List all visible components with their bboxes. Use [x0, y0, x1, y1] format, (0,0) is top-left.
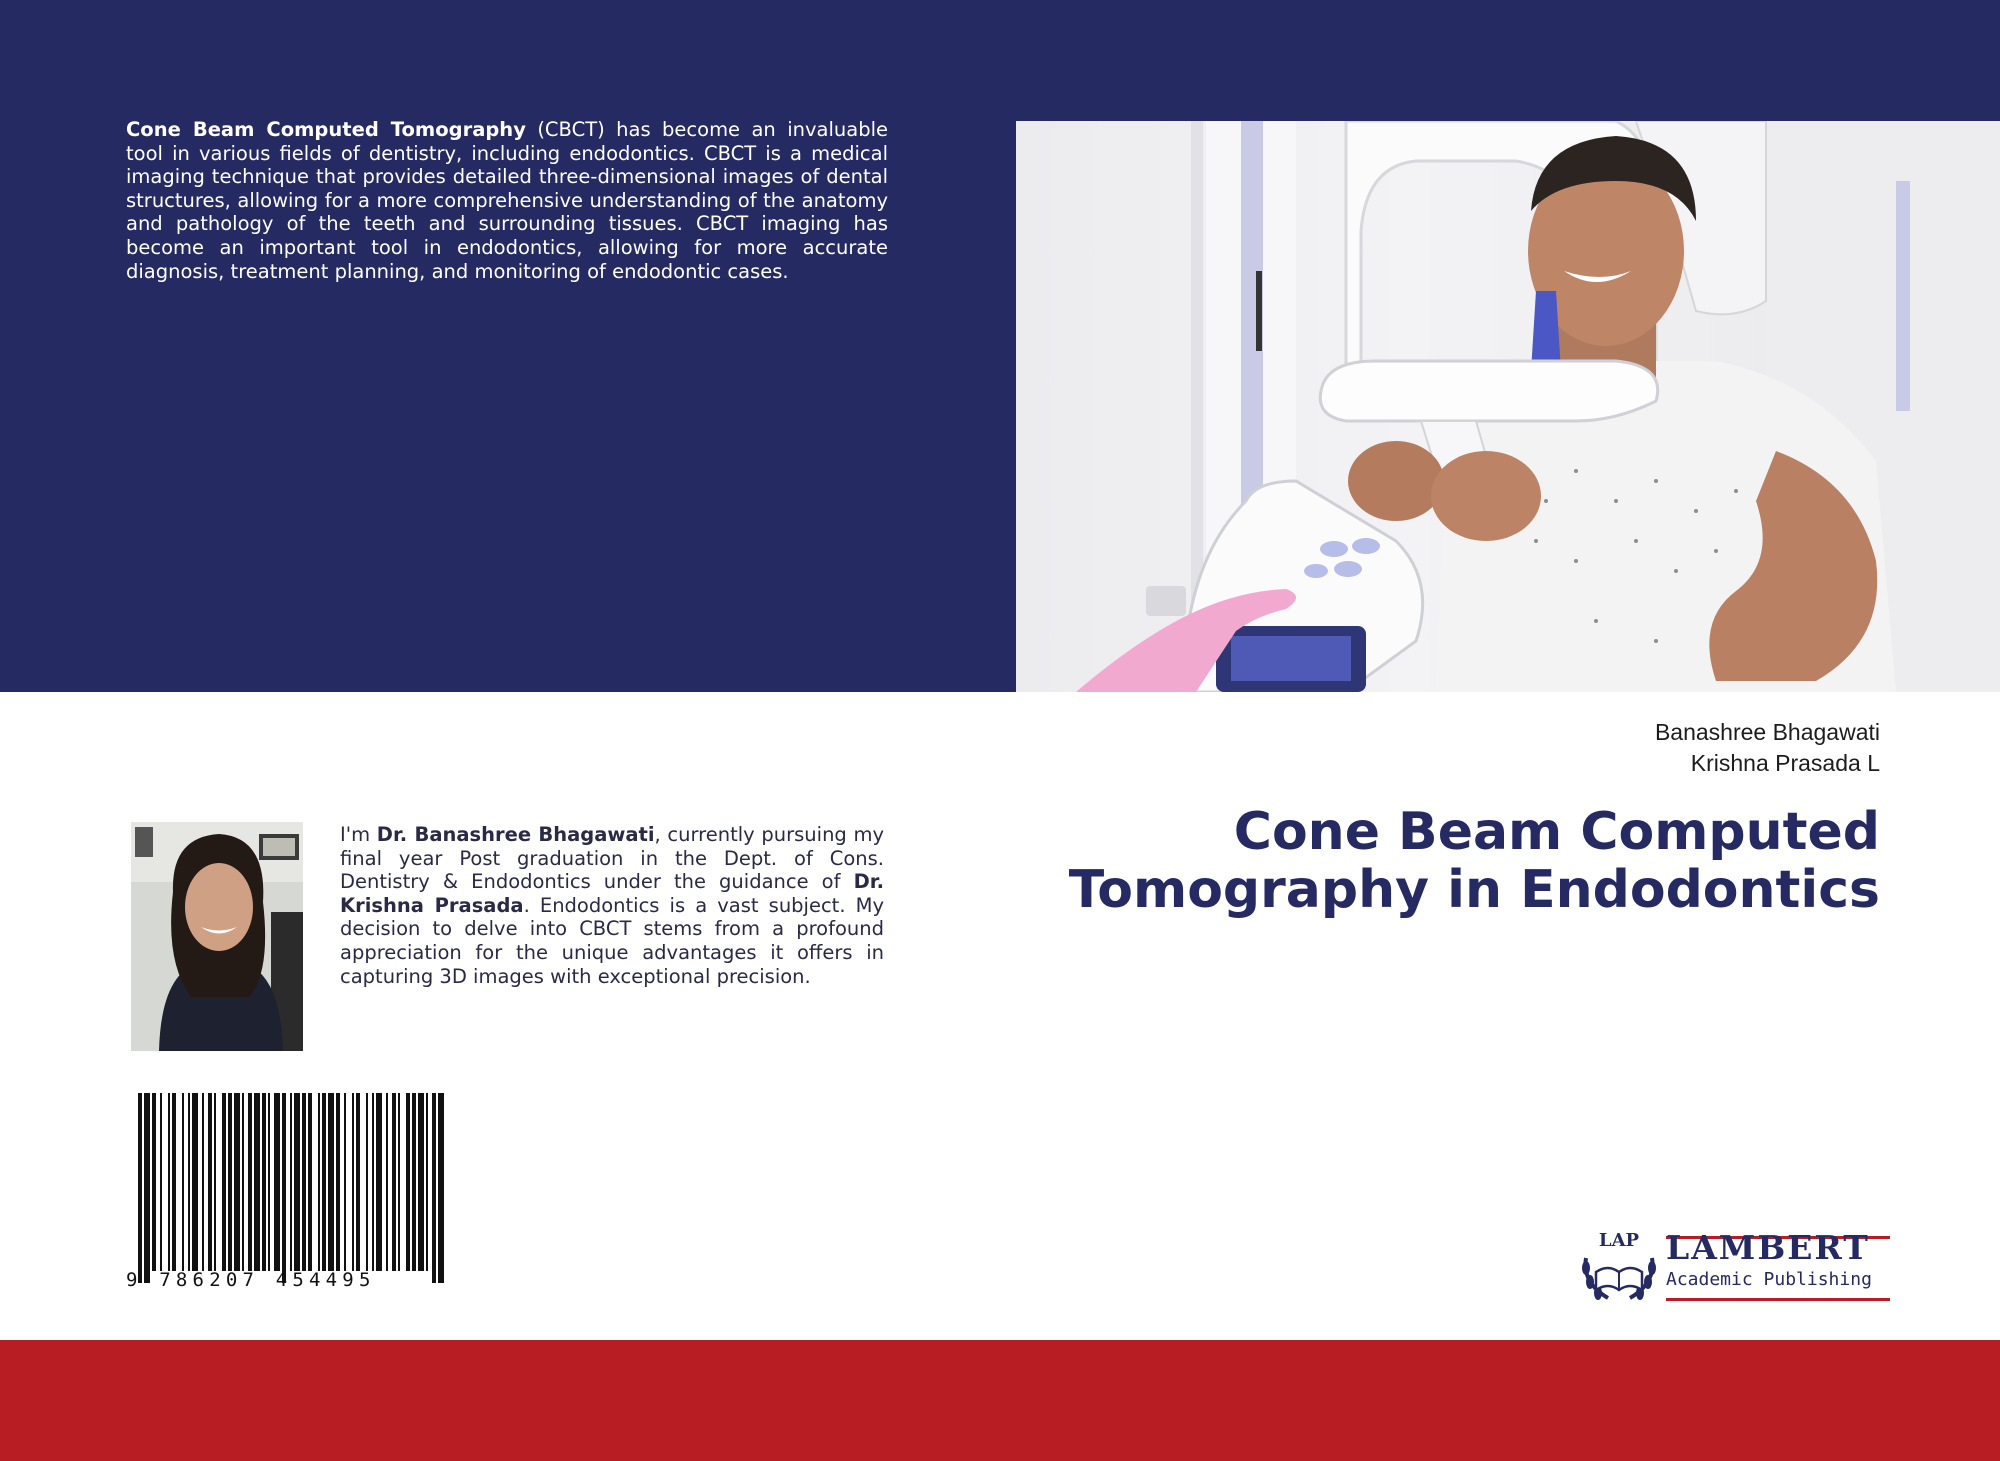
barcode-bar — [366, 1093, 368, 1271]
barcode-bar — [432, 1093, 436, 1283]
isbn-digits: 9 786207 454495 — [126, 1269, 376, 1291]
barcode-bar — [376, 1093, 382, 1271]
barcode-bar — [208, 1093, 212, 1271]
barcode-bar — [412, 1093, 416, 1271]
barcode-bar — [254, 1093, 260, 1271]
author-portrait — [131, 822, 303, 1051]
barcode-bar — [318, 1093, 320, 1271]
cover-photo-cbct-scanner — [1016, 121, 2000, 692]
barcode-bar — [188, 1093, 190, 1271]
blurb-lead: Cone Beam Computed Tomography — [126, 118, 526, 141]
barcode-bar — [202, 1093, 204, 1271]
author-portrait-illustration — [131, 822, 303, 1051]
barcode-bar — [172, 1093, 176, 1271]
bio-text: . Endodontics is a vast subject. My decision to delve into CBCT stems from a profound appreciation for the unique advantages it offers in capturing 3D images with exceptional precision. — [340, 893, 884, 988]
barcode-bar — [144, 1093, 150, 1283]
barcode-bar — [352, 1093, 354, 1271]
publisher-subtitle: Academic Publishing — [1666, 1269, 1872, 1290]
barcode-bar — [138, 1093, 142, 1283]
barcode-bar — [182, 1093, 184, 1271]
author-bio — [340, 823, 884, 988]
isbn-barcode — [126, 1093, 458, 1293]
barcode-bar — [418, 1093, 424, 1271]
title-line-1: Cone Beam Computed — [1233, 802, 1880, 862]
barcode-bar — [302, 1093, 306, 1271]
barcode-bar — [426, 1093, 428, 1271]
author-name: Banashree Bhagawati — [1654, 719, 1880, 745]
barcode-bar — [268, 1093, 270, 1271]
bio-text: , currently pursuing my final year Post graduation in the Dept. of Cons. Dentistry & Endodontics under the guidance of — [340, 823, 885, 894]
barcode-bar — [328, 1093, 334, 1271]
barcode-bar — [274, 1093, 280, 1271]
barcode-bar — [192, 1093, 198, 1271]
barcode-bar — [242, 1093, 244, 1271]
barcode-bar — [322, 1093, 326, 1271]
barcode-bar — [372, 1093, 374, 1271]
barcode-bar — [294, 1093, 300, 1271]
barcode-bar — [228, 1093, 232, 1271]
barcode-bar — [262, 1093, 266, 1271]
back-cover-blurb — [126, 118, 888, 283]
barcode-bar — [248, 1093, 252, 1271]
barcode-bar — [398, 1093, 400, 1271]
barcode-bar — [282, 1093, 286, 1283]
publisher-name: LAMBERT — [1666, 1228, 1870, 1267]
barcode-bar — [214, 1093, 216, 1271]
bio-author-name: Dr. Banashree Bhagawati — [376, 823, 655, 846]
barcode-bar — [336, 1093, 340, 1271]
cbct-scene-illustration — [1016, 121, 2000, 692]
barcode-bar — [290, 1093, 292, 1271]
red-bottom-band — [0, 1340, 2000, 1461]
barcode-bar — [356, 1093, 360, 1271]
barcode-bar — [308, 1093, 312, 1271]
blurb-text: (CBCT) has become an invaluable tool in various fields of dentistry, including endodontics. CBCT is a medical imaging technique that provides detailed three-dimensional images of dental structures, allowing for a more comprehensive understanding of the anatomy and pathology of the teeth and surrounding tissues. CBCT imaging has become an important tool in endodontics, allowing for more accurate diagnosis, treatment planning, and monitoring of endodontic cases. — [126, 118, 888, 283]
barcode-bar — [222, 1093, 226, 1271]
bio-text: I'm — [340, 823, 377, 846]
lap-mark: LAP — [1598, 1230, 1640, 1251]
barcode-bars — [126, 1093, 458, 1293]
barcode-bar — [168, 1093, 170, 1271]
barcode-bar — [392, 1093, 396, 1271]
barcode-bar — [344, 1093, 346, 1271]
barcode-bar — [152, 1093, 156, 1271]
barcode-bar — [438, 1093, 444, 1283]
barcode-bar — [386, 1093, 388, 1271]
title-line-2: Tomography in Endodontics — [1068, 860, 1880, 920]
barcode-bar — [234, 1093, 240, 1271]
author-list — [1655, 717, 1880, 779]
book-title — [980, 803, 1880, 919]
barcode-bar — [406, 1093, 410, 1271]
author-name: Krishna Prasada L — [1690, 750, 1880, 776]
bio-guide-name: Dr. Krishna Prasada — [340, 870, 884, 917]
barcode-bar — [160, 1093, 162, 1271]
